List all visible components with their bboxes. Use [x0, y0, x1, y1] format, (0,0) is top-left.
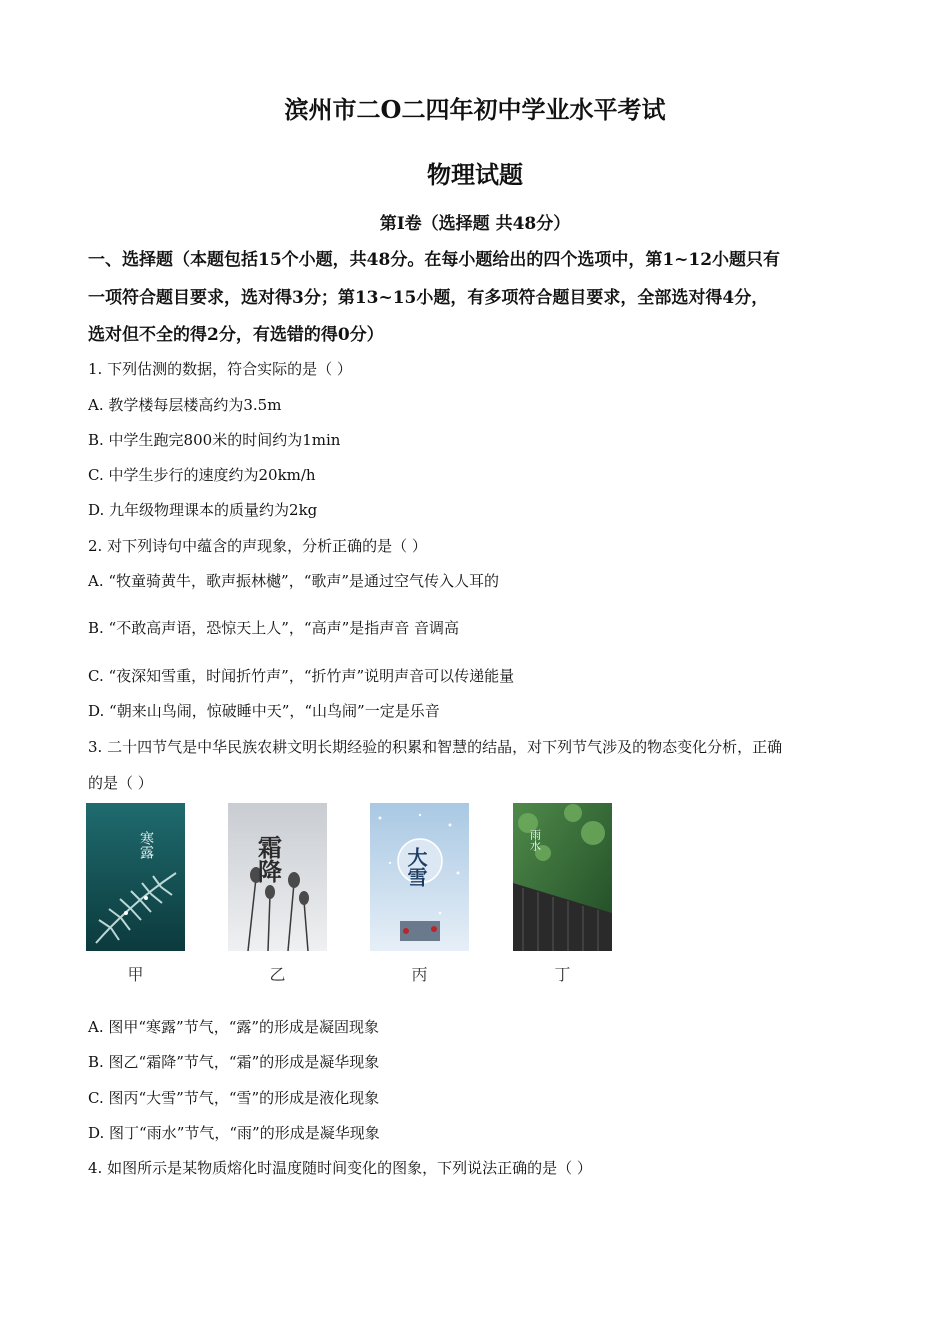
poster-shuangjiang-title: 霜降 [253, 835, 283, 883]
poster-hanlu-caption: 甲 [127, 965, 144, 984]
q3-option-c: C. 图丙“大雪”节气，“雪”的形成是液化现象 [88, 1089, 380, 1107]
q3-stem-line-2: 的是（ ） [88, 774, 153, 792]
poster-hanlu-title: 寒露 [138, 831, 154, 859]
q2-option-d: D. “朝来山鸟闹，惊破睡中天”，“山鸟闹”一定是乐音 [88, 702, 440, 720]
q2-stem: 2. 对下列诗句中蕴含的声现象，分析正确的是（ ） [88, 537, 427, 555]
q1-option-a: A. 教学楼每层楼高约为3.5m [88, 396, 282, 414]
q1-option-c: C. 中学生步行的速度约为20km/h [88, 466, 316, 484]
exam-subject: 物理试题 [427, 160, 523, 189]
poster-yushui-image [513, 803, 612, 951]
q1-option-b: B. 中学生跑完800米的时间约为1min [88, 431, 341, 449]
section-instructions-line-1: 一、选择题（本题包括15个小题，共48分。在每小题给出的四个选项中，第1~12小题只有 [88, 250, 781, 270]
q3-option-a: A. 图甲“寒露”节气，“露”的形成是凝固现象 [88, 1018, 380, 1036]
q2-option-b: B. “不敢高声语，恐惊天上人”，“高声”是指声音 音调高 [88, 619, 460, 637]
q1-option-d: D. 九年级物理课本的质量约为2kg [88, 501, 318, 519]
q1-stem: 1. 下列估测的数据，符合实际的是（ ） [88, 360, 352, 378]
q3-stem-line-1: 3. 二十四节气是中华民族农耕文明长期经验的积累和智慧的结晶，对下列节气涉及的物态变化分析，正确 [88, 738, 783, 756]
poster-daxue-caption: 丙 [411, 965, 428, 984]
section-instructions-line-2: 一项符合题目要求，选对得3分；第13~15小题，有多项符合题目要求，全部选对得4分， [88, 288, 769, 308]
poster-daxue-image [370, 803, 469, 951]
poster-hanlu-image [86, 803, 185, 951]
poster-yushui-caption: 丁 [554, 965, 571, 984]
q3-option-b: B. 图乙“霜降”节气，“霜”的形成是凝华现象 [88, 1053, 380, 1071]
section-instructions-line-3: 选对但不全的得2分，有选错的得0分） [88, 325, 384, 345]
poster-shuangjiang-image [228, 803, 327, 951]
q4-stem: 4. 如图所示是某物质熔化时温度随时间变化的图象，下列说法正确的是（ ） [88, 1159, 592, 1177]
q2-option-c: C. “夜深知雪重，时闻折竹声”，“折竹声”说明声音可以传递能量 [88, 667, 515, 685]
exam-title: 滨州市二O二四年初中学业水平考试 [284, 95, 666, 124]
poster-yushui-title: 雨水 [528, 829, 542, 851]
poster-shuangjiang-caption: 乙 [269, 965, 286, 984]
poster-daxue-title: 大雪 [404, 847, 428, 887]
volume-heading: 第Ⅰ卷（选择题 共48分） [379, 214, 571, 234]
q3-option-d: D. 图丁“雨水”节气，“雨”的形成是凝华现象 [88, 1124, 380, 1142]
q2-option-a: A. “牧童骑黄牛，歌声振林樾”，“歌声”是通过空气传入人耳的 [88, 572, 500, 590]
